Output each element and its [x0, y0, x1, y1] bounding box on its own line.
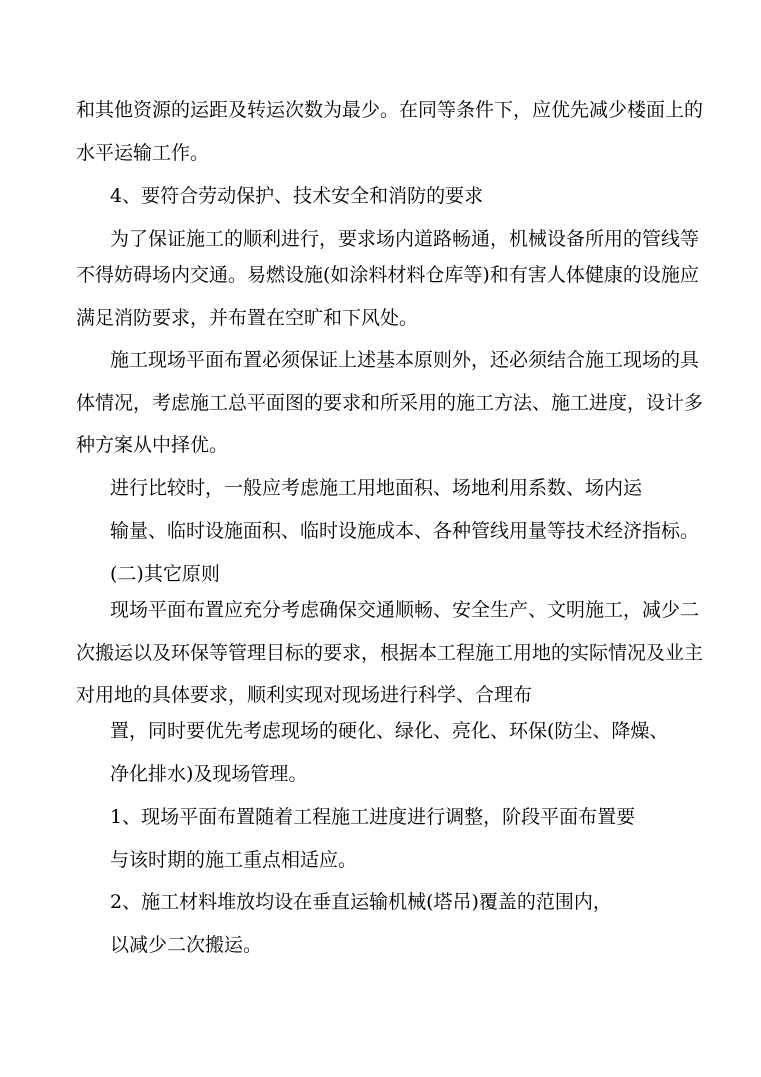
- text-line: 不得妨碍场内交通。易燃设施(如涂料材料仓库等)和有害人体健康的设施应: [76, 264, 699, 286]
- text-line: 为了保证施工的顺利进行，要求场内道路畅通，机械设备所用的管线等: [110, 228, 700, 250]
- text-line: 净化排水)及现场管理。: [110, 763, 308, 785]
- text-line: 次搬运以及环保等管理目标的要求，根据本工程施工用地的实际情况及业主: [76, 642, 704, 664]
- list-item: 1、现场平面布置随着工程施工进度进行调整，阶段平面布置要: [110, 806, 636, 828]
- text-line: 体情况，考虑施工总平面图的要求和所采用的施工方法、施工进度，设计多: [76, 392, 704, 414]
- text-line: 和其他资源的运距及转运次数为最少。在同等条件下，应优先减少楼面上的: [76, 99, 704, 121]
- text-line: 以减少二次搬运。: [110, 934, 263, 956]
- text-line: 种方案从中择优。: [76, 434, 229, 456]
- text-line: 进行比较时，一般应考虑施工用地面积、场地利用系数、场内运: [110, 477, 643, 499]
- text-line: 施工现场平面布置必须保证上述基本原则外，还必须结合施工现场的具: [110, 349, 700, 371]
- text-line: 水平运输工作。: [76, 142, 210, 164]
- text-line: 与该时期的施工重点相适应。: [110, 849, 358, 871]
- section-heading: 4、要符合劳动保护、技术安全和消防的要求: [110, 185, 484, 207]
- text-line: 对用地的具体要求，顺利实现对现场进行科学、合理布: [76, 684, 533, 706]
- text-line: 输量、临时设施面积、临时设施成本、各种管线用量等技术经济指标。: [110, 520, 700, 542]
- text-line: 置，同时要优先考虑现场的硬化、绿化、亮化、环保(防尘、降燥、: [110, 720, 669, 742]
- section-heading: (二)其它原则: [110, 563, 220, 585]
- text-line: 满足消防要求，并布置在空旷和下风处。: [76, 307, 419, 329]
- text-line: 现场平面布置应充分考虑确保交通顺畅、安全生产、文明施工，减少二: [110, 599, 700, 621]
- list-item: 2、施工材料堆放均设在垂直运输机械(塔吊)覆盖的范围内，: [110, 891, 612, 913]
